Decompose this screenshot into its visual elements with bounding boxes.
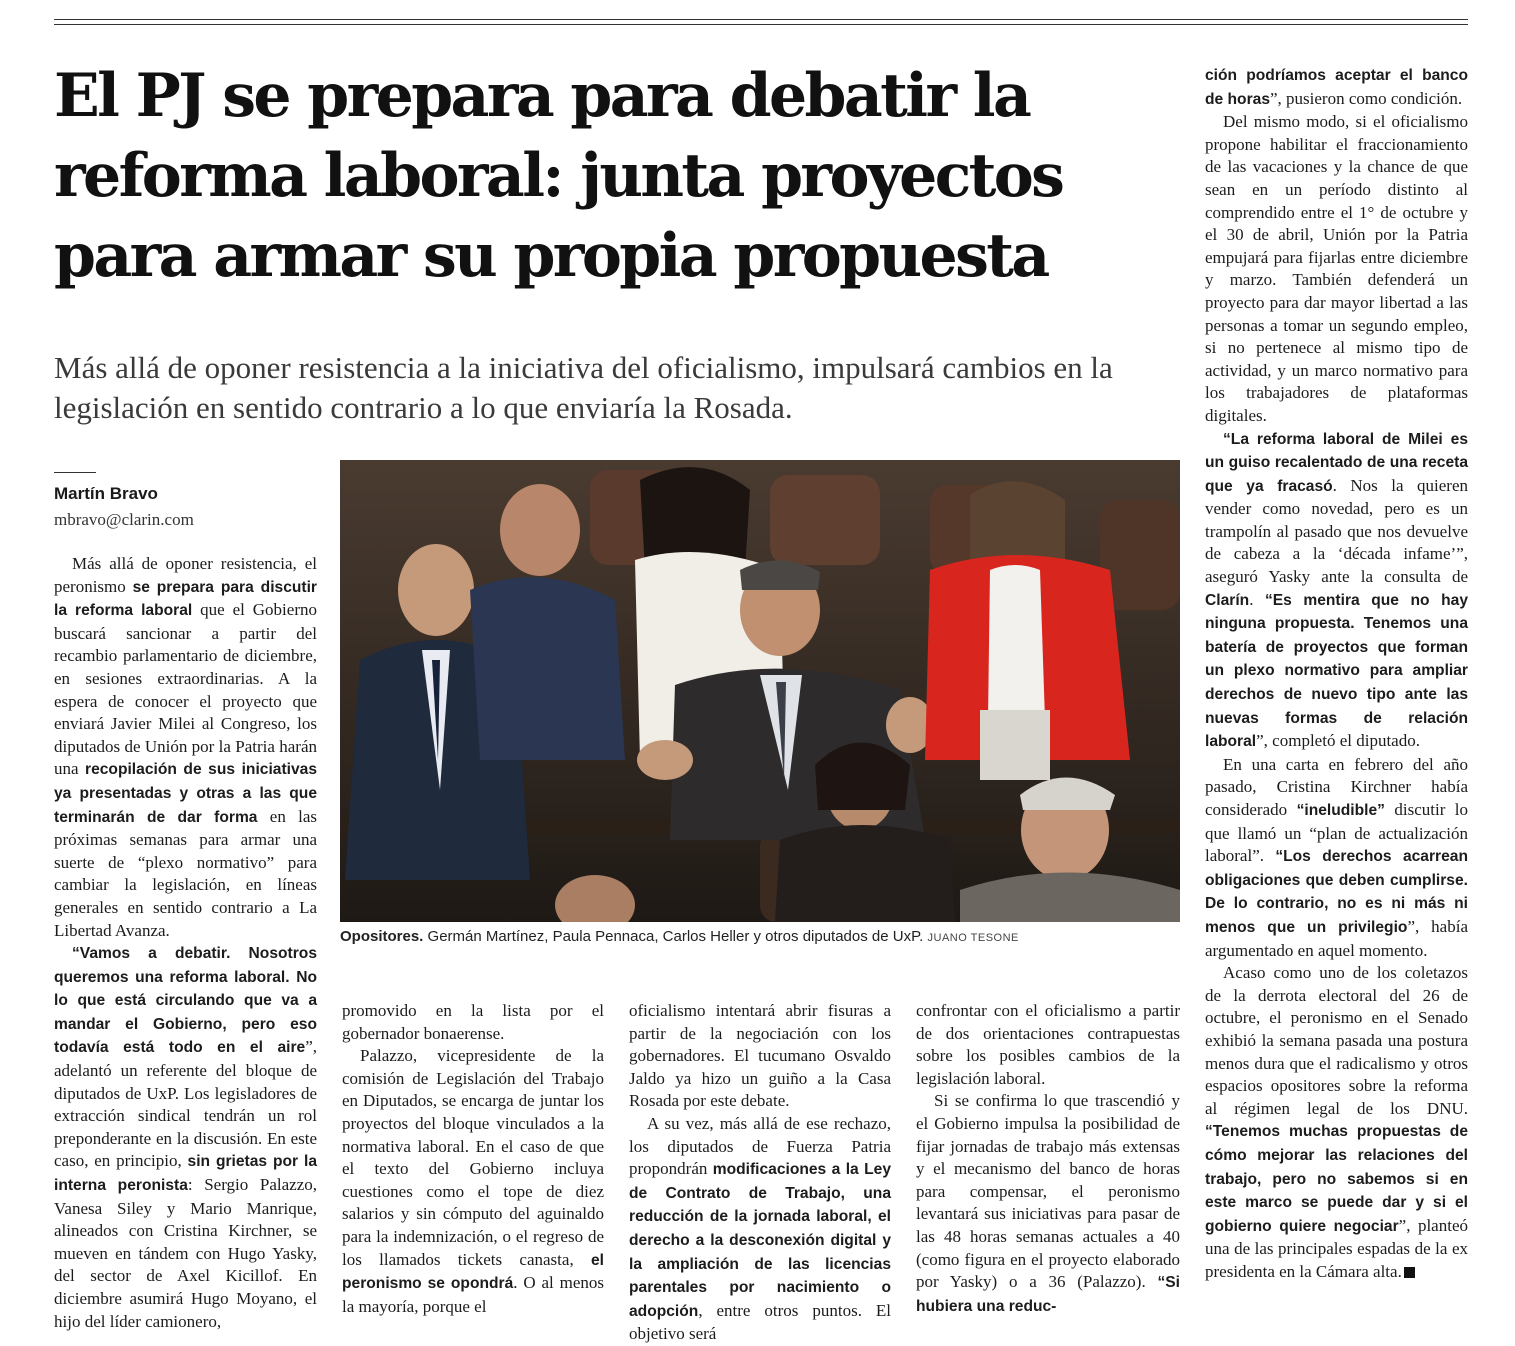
- bold-run: “Los derechos acarrean obligaciones que deben cumplirse. De lo contrario, no es ni más ni menos que un privilegio: [1205, 848, 1468, 936]
- text-run: discutir lo que llamó un “plan de actualización laboral”.: [1205, 800, 1468, 866]
- bold-run: sin grietas por la interna peronista: [54, 1153, 317, 1195]
- text-run: ”, planteó una de las principales espadas de la ex presidenta en la Cámara alta.: [1205, 1215, 1468, 1281]
- text-run: que el Gobierno buscará sancionar a partir del recambio parlamentario de diciembre, en sesiones extraordinarias. A la espera de conocer el proyecto que enviará Javier Milei al Congreso, los diputados de Unión por la Patria harán una: [54, 600, 317, 779]
- paragraph: [916, 1000, 1180, 1090]
- text-run: Acaso como uno de los coletazos de la derrota electoral del 26 de octubre, el peronismo en el Senado exhibió la semana pasada una postura menos dura que el radicalismo y otros espacios opositores sobre la reforma al régimen legal de los DNU.: [1205, 963, 1468, 1118]
- paragraph: [1205, 962, 1468, 1283]
- bold-run: “Vamos a debatir. Nosotros queremos una reforma laboral. No lo que está circulando que va a mandar el Gobierno, pero eso todavía está todo en el aire: [54, 945, 317, 1057]
- paragraph: [629, 1000, 891, 1113]
- text-run: A su vez, más allá de ese rechazo, los diputados de Fuerza Patria propondrán: [629, 1113, 891, 1179]
- top-rule-2: [54, 24, 1468, 25]
- text-run: : Sergio Palazzo, Vanesa Siley y Mario Manrique, alineados con Cristina Kirchner, se mueven en tándem con Hugo Yasky, del sector de Axel Kicillof. En diciembre asumirá Hugo Moyano, el hijo del líder camionero,: [54, 1175, 317, 1331]
- bold-run: se prepara para discutir la reforma laboral: [54, 578, 317, 620]
- photo-illustration: [340, 460, 1180, 922]
- bold-run: Clarín: [1205, 591, 1250, 609]
- text-run: ”, completó el diputado.: [1256, 731, 1420, 751]
- byline-rule: [54, 472, 96, 473]
- paragraph: [342, 1045, 604, 1318]
- bold-run: el peronismo se opondrá: [342, 1251, 604, 1293]
- article-column-1: [54, 553, 317, 1333]
- text-run: . Nos la quieren vender como novedad, pero es un trampolín al pasado que nos devuelve de cabeza a la ‘década infame’”, aseguró Yasky ante la consulta de: [1205, 475, 1468, 587]
- paragraph: [916, 1090, 1180, 1318]
- paragraph: [1205, 428, 1468, 754]
- paragraph: [342, 1000, 604, 1045]
- text-run: . O al menos la mayoría, porque el: [342, 1273, 604, 1316]
- text-run: , entre otros puntos. El objetivo será: [629, 1300, 891, 1344]
- article-column-4: [916, 1000, 1180, 1318]
- bold-run: “Es mentira que no hay ninguna propuesta. Tenemos una batería de proyectos que forman un plexo normativo para ampliar derechos de nuevo tipo ante las nuevas formas de relación laboral: [1205, 591, 1468, 751]
- bold-run: “ineludible”: [1296, 802, 1385, 819]
- paragraph: [1205, 64, 1468, 111]
- text-run: .: [1249, 589, 1265, 609]
- text-run: ”, había argumentado en aquel momento.: [1205, 916, 1468, 960]
- caption-text: Germán Martínez, Paula Pennaca, Carlos Heller y otros diputados de UxP.: [423, 928, 924, 945]
- text-run: ”, pusieron como condición.: [1270, 88, 1463, 108]
- top-rule-1: [54, 19, 1468, 20]
- paragraph: [1205, 111, 1468, 427]
- text-run: En una carta en febrero del año pasado, Cristina Kirchner había considerado: [1205, 754, 1468, 819]
- bold-run: “La reforma laboral de Milei es un guiso recalentado de una receta que ya fracasó: [1205, 430, 1468, 495]
- text-run: promovido en la lista por el gobernador bonaerense.: [342, 1001, 604, 1043]
- article-column-5: [1205, 64, 1468, 1283]
- author-name: Martín Bravo: [54, 484, 158, 503]
- caption-lead: Opositores.: [340, 928, 424, 945]
- photo-credit: JUANO TESONE: [927, 932, 1019, 944]
- text-run: Más allá de oponer resistencia, el peronismo: [54, 554, 317, 596]
- headline: El PJ se prepara para debatir la reforma laboral: junta proyectos para armar su propia propuesta: [54, 61, 1063, 291]
- text-run: oficialismo intentará abrir fisuras a partir de la negociación con los gobernadores. El tucumano Osvaldo Jaldo ya hizo un guiño a la Casa Rosada por este debate.: [629, 1001, 891, 1111]
- paragraph: [54, 942, 317, 1333]
- photo-caption: [340, 928, 1180, 945]
- bold-run: “Si hubiera una reduc-: [916, 1274, 1180, 1315]
- end-of-article-mark: [1404, 1267, 1415, 1278]
- author-email[interactable]: mbravo@clarin.com: [54, 510, 194, 529]
- bold-run: “Tenemos muchas propuestas de cómo mejorar las relaciones del trabajo, pero no sabemos si en este marco se puede dar y si el gobierno quiere negociar: [1205, 1123, 1468, 1235]
- text-run: en las próximas semanas para armar una suerte de “plexo normativo” para cambiar la legislación, en líneas generales en sentido contrario a La Libertad Avanza.: [54, 806, 317, 940]
- text-run: Si se confirma lo que trascendió y el Gobierno impulsa la posibilidad de fijar jornadas de trabajo más extensas y el mecanismo del banco de horas para compensar, el peronismo levantará sus iniciativas para pasar de las 48 horas semanas actuales a 40 (como figura en el proyecto elaborado por Yasky) o a 36 (Palazzo).: [916, 1091, 1180, 1292]
- text-run: confrontar con el oficialismo a partir de dos orientaciones contrapuestas sobre los posibles cambios de la legislación laboral.: [916, 1001, 1180, 1088]
- article-photo: [340, 460, 1180, 922]
- paragraph: [629, 1113, 891, 1346]
- paragraph: [1205, 754, 1468, 962]
- text-run: Palazzo, vicepresidente de la comisión de Legislación del Trabajo en Diputados, se encarga de juntar los proyectos del bloque vinculados a la normativa laboral. En el caso de que el texto del Gobierno incluya cuestiones como el tope de diez salarios y sin cómputo del aguinaldo para la indemnización, o el regreso de los llamados tickets canasta,: [342, 1046, 604, 1269]
- text-run: Del mismo modo, si el oficialismo propone habilitar el fraccionamiento de las vacaciones y la chance de que sean en un período distinto al comprendido entre el 1° de octubre y el 30 de abril, Unión por la Patria empujará para fijarlas entre diciembre y marzo. También defenderá un proyecto para dar mayor libertad a las personas a tomar un segundo empleo, si no pertenece al mismo tipo de actividad, y un marco normativo para los trabajadores de plataformas digitales.: [1205, 112, 1468, 425]
- paragraph: [54, 553, 317, 942]
- bold-run: ción podríamos aceptar el banco de horas: [1205, 67, 1468, 108]
- article-column-3: [629, 1000, 891, 1346]
- article-column-2: [342, 1000, 604, 1318]
- bold-run: modificaciones a la Ley de Contrato de Trabajo, una reducción de la jornada laboral, el derecho a la desconexión digital y la ampliación de las licencias parentales por nacimiento o adopción: [629, 1161, 891, 1320]
- bold-run: recopilación de sus iniciativas ya presentadas y otras a las que terminarán de dar forma: [54, 761, 317, 826]
- text-run: ”, adelantó un referente del bloque de diputados de UxP. Los legisladores de extracción sindical tendrán un rol preponderante en la discusión. En este caso, en principio,: [54, 1037, 317, 1171]
- subheadline: Más allá de oponer resistencia a la iniciativa del oficialismo, impulsará cambios en la legislación en sentido contrario a lo que enviaría la Rosada.: [54, 350, 1113, 425]
